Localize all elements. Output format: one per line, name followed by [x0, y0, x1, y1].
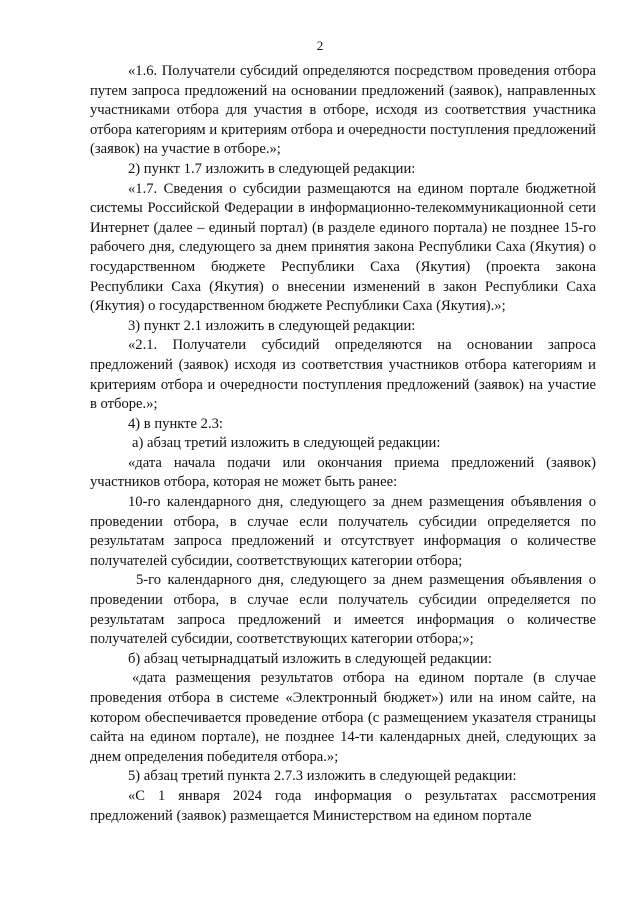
paragraph-1-7-quote: «1.7. Сведения о субсидии размещаются на едином портале бюджетной системы Российской Федерации в информационно-телекоммуникационной сети Интернет (далее – единый портал) (в разделе единого портала) не позднее 15-го рабочего дня, следующего за днем принятия закона Республики Саха (Якутия) о государственном бюджете Республики Саха (Якутия) (проекта закона Республики Саха (Якутия) о внесении изменений в закон Республики Саха (Якутия) о государственном бюджете Республики Саха (Якутия).»;	[90, 180, 596, 315]
paragraph-10th-day: 10-го календарного дня, следующего за днем размещения объявления о проведении отбора, в случае если получатель субсидии определяется по результатам запроса предложений и отсутствует информация о количестве получателей субсидии, соответствующих категории отбора;	[90, 494, 596, 569]
document-body	[90, 62, 596, 826]
paragraph-item-2: 2) пункт 1.7 изложить в следующей редакции:	[128, 160, 416, 177]
paragraph-item-3: 3) пункт 2.1 изложить в следующей редакции:	[128, 317, 416, 334]
paragraph-2024-info: «С 1 января 2024 года информация о результатах рассмотрения предложений (заявок) размещается Министерством на едином портале	[90, 787, 596, 824]
paragraph-item-4: 4) в пункте 2.3:	[128, 415, 223, 432]
paragraph-results-date: «дата размещения результатов отбора на едином портале (в случае проведения отбора в системе «Электронный бюджет») или на ином сайте, на котором обеспечивается проведение отбора (с размещением указателя страницы сайта на едином портале), не позднее 14-ти календарных дней, следующих за днем определения победителя отбора.»;	[90, 670, 596, 765]
page-number: 2	[316, 38, 324, 53]
paragraph-date-start: «дата начала подачи или окончания приема предложений (заявок) участников отбора, которая не может быть ранее:	[90, 454, 596, 491]
paragraph-1-6-quote: «1.6. Получатели субсидий определяются посредством проведения отбора путем запроса предложений на основании предложений (заявок), направленных участниками отбора для участия в отборе, исходя из соответствия участника отбора категориям и критериям отбора и очередности поступления предложений (заявок) на участие в отборе.»;	[90, 63, 596, 158]
paragraph-item-5: 5) абзац третий пункта 2.7.3 изложить в следующей редакции:	[128, 768, 517, 785]
paragraph-subitem-b: б) абзац четырнадцатый изложить в следующей редакции:	[128, 650, 492, 667]
paragraph-subitem-a: а) абзац третий изложить в следующей редакции:	[132, 435, 441, 452]
paragraph-2-1-quote: «2.1. Получатели субсидий определяются на основании запроса предложений (заявок) исходя из соответствия участников отбора категориям и критериям отбора и очередности поступления предложений (заявок) на участие в отборе.»;	[90, 337, 596, 413]
paragraph-5th-day: 5-го календарного дня, следующего за днем размещения объявления о проведении отбора, в случае если получатель субсидии определяется по результатам запроса предложений и имеется информация о количестве получателей субсидии, соответствующих категории отбора;»;	[90, 572, 596, 648]
